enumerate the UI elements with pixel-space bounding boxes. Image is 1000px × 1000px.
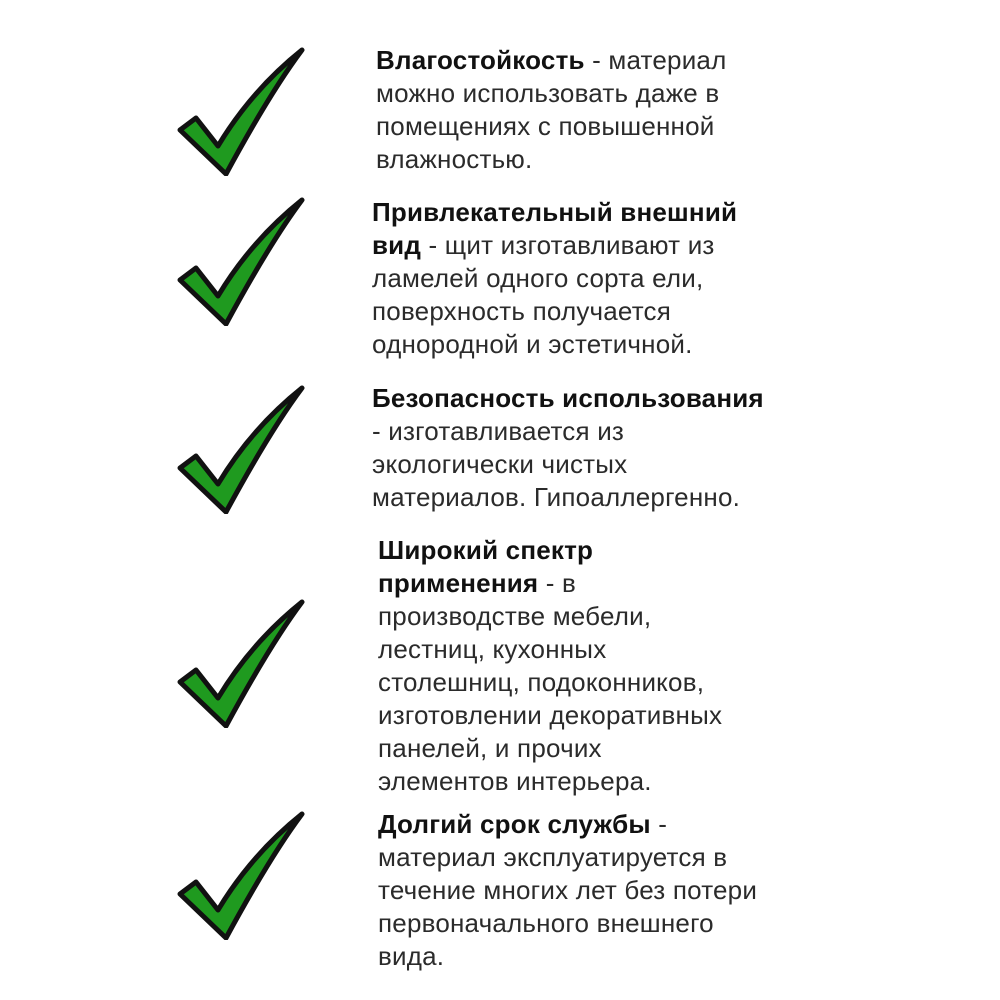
feature-line: вида.	[378, 941, 445, 971]
feature-item-moisture-resistance	[376, 44, 726, 176]
checkmark-icon	[174, 384, 308, 514]
feature-line: - изготавливается из	[372, 416, 625, 446]
feature-line: изготовлении декоративных	[378, 700, 723, 730]
feature-line: производстве мебели,	[378, 601, 652, 631]
feature-line: столешниц, подоконников,	[378, 667, 705, 697]
feature-item-safety	[372, 382, 764, 514]
feature-line: поверхность получается	[372, 296, 672, 326]
feature-line: панелей, и прочих	[378, 733, 602, 763]
feature-line: материалов. Гипоаллергенно.	[372, 482, 741, 512]
feature-line: элементов интерьера.	[378, 766, 652, 796]
feature-line: Влагостойкость - материал	[376, 45, 727, 75]
feature-line: влажностью.	[376, 144, 533, 174]
feature-line: Долгий срок службы -	[378, 809, 668, 839]
feature-line: Привлекательный внешний	[372, 197, 738, 227]
feature-line: ламелей одного сорта ели,	[372, 263, 704, 293]
checkmark-icon	[174, 598, 308, 728]
feature-item-wide-application	[378, 534, 722, 798]
feature-line: материал эксплуатируется в	[378, 842, 728, 872]
checkmark-icon	[174, 810, 308, 940]
feature-line: можно использовать даже в	[376, 78, 720, 108]
checkmark-icon	[174, 46, 308, 176]
feature-line: Широкий спектр	[378, 535, 594, 565]
feature-line: экологически чистых	[372, 449, 628, 479]
feature-item-attractive-look	[372, 196, 737, 361]
feature-line: первоначального внешнего	[378, 908, 714, 938]
feature-item-long-service-life	[378, 808, 757, 973]
checkmark-icon	[174, 196, 308, 326]
feature-line: применения - в	[378, 568, 577, 598]
feature-line: однородной и эстетичной.	[372, 329, 693, 359]
feature-line: течение многих лет без потери	[378, 875, 758, 905]
feature-line: вид - щит изготавливают из	[372, 230, 715, 260]
feature-line: Безопасность использования	[372, 383, 764, 413]
feature-line: помещениях с повышенной	[376, 111, 715, 141]
feature-line: лестниц, кухонных	[378, 634, 607, 664]
